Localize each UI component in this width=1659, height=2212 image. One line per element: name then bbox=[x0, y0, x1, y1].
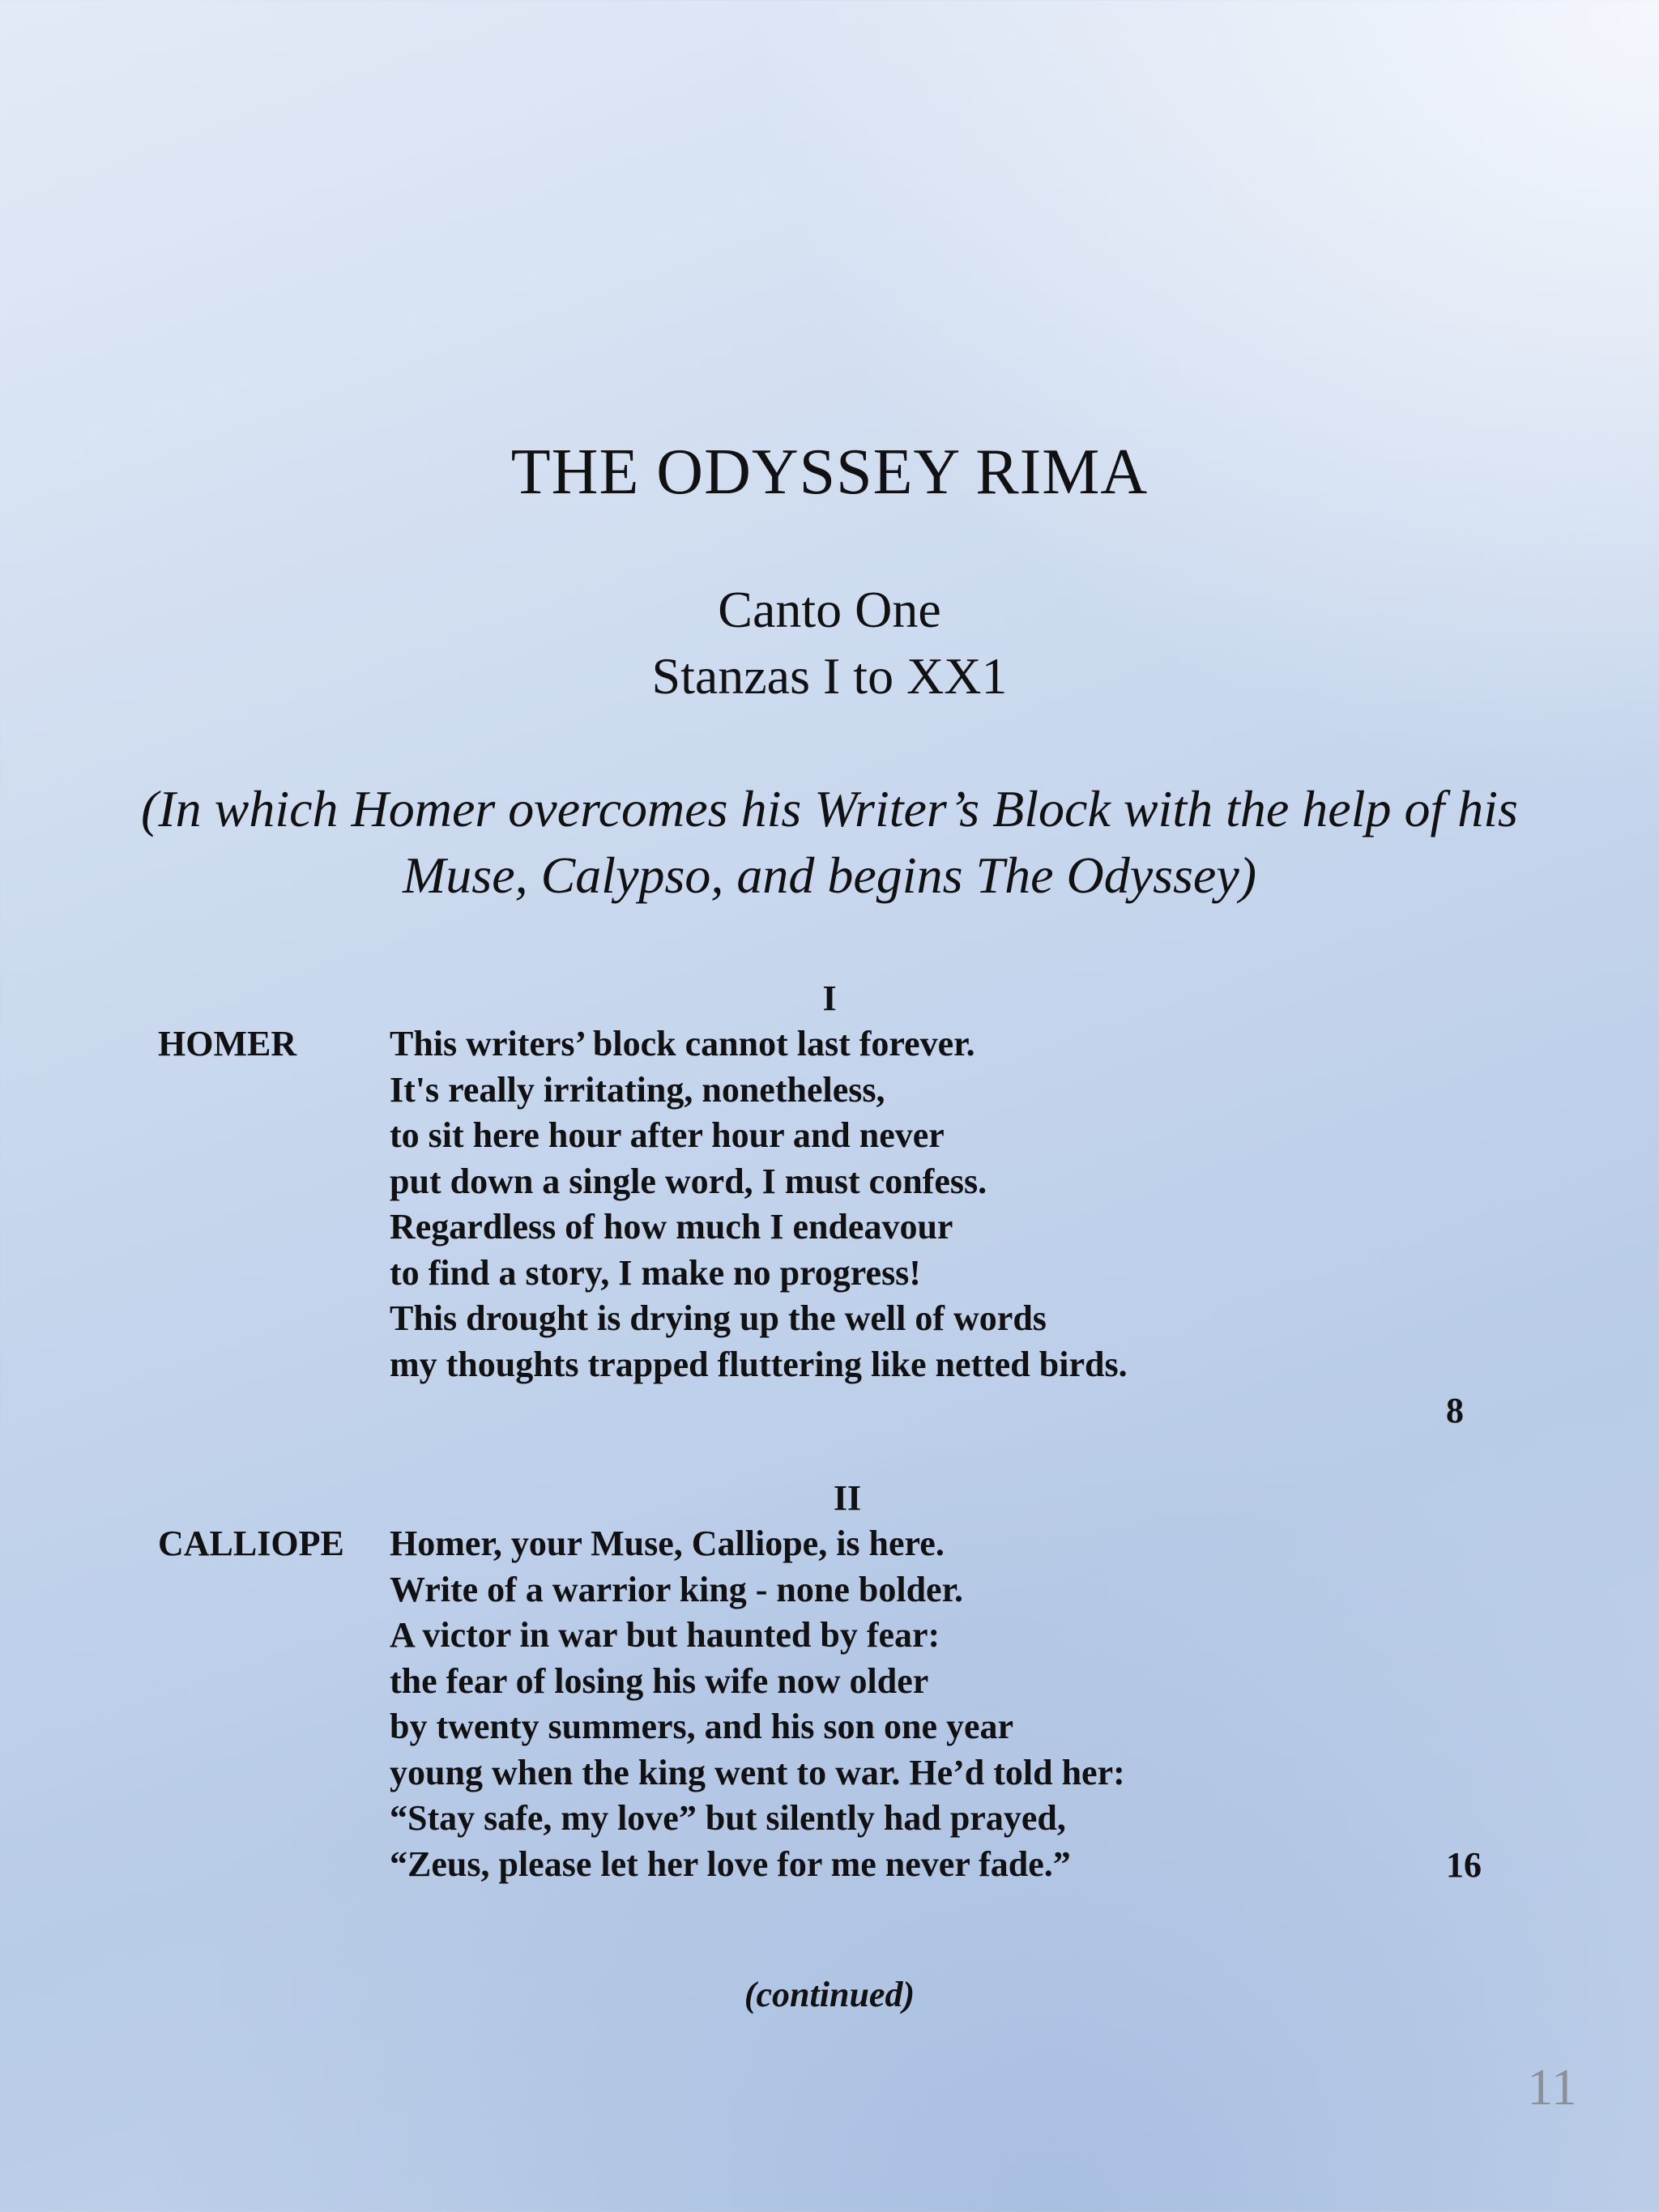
stanza-range: Stanzas I to XX1 bbox=[651, 647, 1008, 705]
speaker-name: HOMER bbox=[158, 1024, 297, 1063]
verse-line: It's really irritating, nonetheless, bbox=[390, 1069, 885, 1110]
verse-line: to sit here hour after hour and never bbox=[390, 1115, 945, 1155]
page-title: THE ODYSSEY RIMA bbox=[510, 437, 1149, 508]
verse-line: This drought is drying up the well of words bbox=[390, 1298, 1047, 1338]
canto-heading: Canto One bbox=[718, 581, 941, 638]
verse-line: to find a story, I make no progress! bbox=[390, 1252, 921, 1293]
line-count: 16 bbox=[1446, 1845, 1482, 1885]
line-count: 8 bbox=[1446, 1391, 1464, 1430]
verse-line: Regardless of how much I endeavour bbox=[390, 1207, 953, 1247]
stanza-number: I bbox=[822, 978, 837, 1018]
verse-line: Homer, your Muse, Calliope, is here. bbox=[390, 1524, 945, 1563]
subtitle-block bbox=[0, 577, 1659, 710]
verse-line: by twenty summers, and his son one year bbox=[390, 1707, 1014, 1746]
verse-line: This writers’ block cannot last forever. bbox=[390, 1024, 975, 1063]
continued-note: (continued) bbox=[744, 1975, 915, 2014]
verse-line: my thoughts trapped fluttering like netted birds. bbox=[390, 1344, 1128, 1384]
stanza-lines bbox=[390, 1021, 1524, 1387]
verse-line: A victor in war but haunted by fear: bbox=[390, 1615, 940, 1655]
verse-line: “Zeus, please let her love for me never fade.” bbox=[390, 1843, 1071, 1884]
verse-line: Write of a warrior king - none bolder. bbox=[390, 1569, 964, 1609]
verse-line: “Stay safe, my love” but silently had prayed, bbox=[390, 1798, 1066, 1838]
speaker-name: CALLIOPE bbox=[158, 1524, 344, 1563]
verse-line: the fear of losing his wife now older bbox=[390, 1660, 929, 1701]
verse-line: put down a single word, I must confess. bbox=[390, 1161, 987, 1201]
stanza-number: II bbox=[833, 1478, 862, 1518]
stanza-lines bbox=[390, 1521, 1524, 1887]
verse-line: young when the king went to war. He’d told her: bbox=[390, 1752, 1125, 1792]
page-number: 11 bbox=[1527, 2058, 1577, 2116]
canto-description: (In which Homer overcomes his Writer’s Block with the help of his Muse, Calypso, and begins The Odyssey) bbox=[141, 780, 1518, 904]
